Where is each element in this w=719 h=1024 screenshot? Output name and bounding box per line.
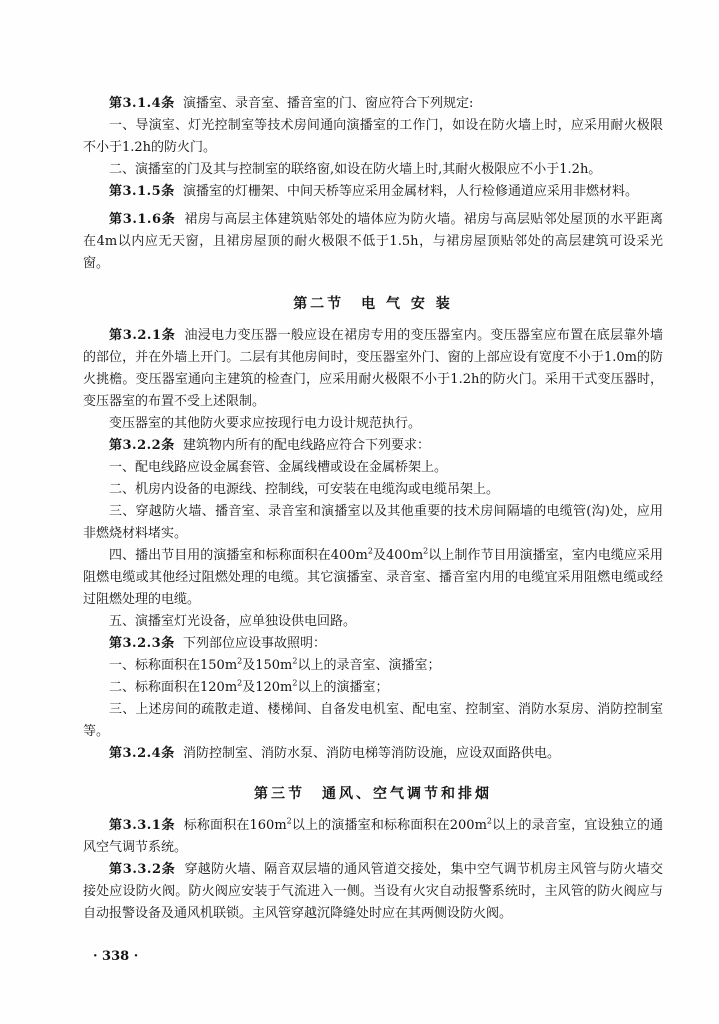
list-item: 五、演播室灯光设备，应单独设供电回路。 [109, 614, 357, 629]
text-fragment: 及150m [242, 658, 293, 673]
document-body [83, 93, 663, 925]
text-fragment: 以上的录音室、演播室； [297, 658, 441, 673]
list-item: 二、机房内设备的电源线、控制线，可安装在电缆沟或电缆吊架上。 [109, 482, 500, 497]
text-fragment: 以上的演播室； [297, 680, 389, 695]
list-item [83, 677, 663, 699]
clause-3-1-4 [83, 93, 663, 115]
clause-3-1-6 [83, 209, 663, 275]
list-item [83, 545, 663, 611]
list-item: 一、导演室、灯光控制室等技术房间通向演播室的工作门，如设在防火墙上时，应采用耐火极限不小于1.2h的防火门。 [83, 118, 663, 155]
clause-3-2-1 [83, 325, 663, 413]
clause-number: 第3.1.4条 [109, 96, 175, 111]
text-fragment: 及400m [372, 548, 424, 563]
clause-text: 下列部位应设事故照明： [182, 636, 326, 651]
clause-3-2-3 [83, 633, 663, 655]
superscript: 2 [292, 656, 298, 666]
clause-3-2-4 [83, 743, 663, 765]
clause-3-1-5 [83, 181, 663, 203]
clause-text: 演播室的灯栅架、中间天桥等应采用金属材料，人行检修通道应采用非燃材料。 [182, 184, 638, 199]
page-number: · 338 · [93, 949, 139, 964]
clause-number: 第3.3.2条 [109, 862, 176, 877]
text-fragment: 及120m [242, 680, 293, 695]
superscript: 2 [237, 656, 243, 666]
superscript: 2 [237, 678, 243, 688]
list-item: 三、穿越防火墙、播音室、录音室和演播室以及其他重要的技术房间隔墙的电缆管(沟)处，应用非燃烧材料堵实。 [83, 504, 663, 541]
clause-number: 第3.2.4条 [109, 746, 175, 761]
superscript: 2 [367, 546, 373, 556]
clause-text: 油浸电力变压器一般应设在裙房专用的变压器室内。变压器室应布置在底层靠外墙的部位，并在外墙上开门。二层有其他房间时，变压器室外门、窗的上部应设有宽度不小于1.0m的防火挑檐。变压器室通向主建筑的检查门，应采用耐火极限不小于1.2h的防火门。采用干式变压器时，变压器室的布置不受上述限制。 [83, 328, 663, 409]
text-fragment: 以上的录音室，宜设独立的通风空气调节系统。 [83, 818, 664, 855]
superscript: 2 [486, 816, 492, 826]
section-title-3: 第三节 通风、空气调节和排烟 [254, 786, 492, 802]
list-item: 三、上述房间的疏散走道、楼梯间、自备发电机室、配电室、控制室、消防水泵房、消防控制室等。 [83, 702, 663, 739]
superscript: 2 [286, 816, 292, 826]
text-fragment: 四、播出节目用的演播室和标称面积在400m [109, 548, 368, 563]
clause-number: 第3.1.6条 [109, 212, 176, 227]
clause-number: 第3.2.3条 [109, 636, 175, 651]
superscript: 2 [423, 546, 429, 556]
list-item: 二、演播室的门及其与控制室的联络窗,如设在防火墙上时,其耐火极限应不小于1.2h。 [109, 162, 602, 177]
text-fragment: 以上制作节目用演播室，室内电缆应采用阻燃电缆或其他经过阻燃处理的电缆。其它演播室、录音室、播音室内用的电缆宜采用阻燃电缆或经过阻燃处理的电缆。 [83, 548, 664, 607]
list-item [83, 655, 663, 677]
text-fragment: 二、标称面积在120m [109, 680, 238, 695]
clause-text: 建筑物内所有的配电线路应符合下列要求： [182, 438, 430, 453]
clause-text: 演播室、录音室、播音室的门、窗应符合下列规定: [182, 96, 474, 111]
clause-3-2-2 [83, 435, 663, 457]
text-fragment: 以上的演播室和标称面积在200m [291, 818, 487, 833]
clause-text: 穿越防火墙、隔音双层墙的通风管道交接处，集中空气调节机房主风管与防火墙交接处应设防火阀。防火阀应安装于气流进入一侧。当设有火灾自动报警系统时，主风管的防火阀应与自动报警设备及通风机联锁。主风管穿越沉降缝处时应在其两侧设防火阀。 [83, 862, 663, 921]
clause-3-3-1 [83, 815, 663, 859]
clause-number: 第3.2.1条 [109, 328, 176, 343]
section-title-2: 第二节 电 气 安 装 [293, 296, 453, 312]
list-item: 一、配电线路应设金属套管、金属线槽或设在金属桥架上。 [109, 460, 448, 475]
text-fragment: 标称面积在160m [183, 818, 287, 833]
paragraph: 变压器室的其他防火要求应按现行电力设计规范执行。 [109, 416, 422, 431]
superscript: 2 [292, 678, 298, 688]
clause-number: 第3.1.5条 [109, 184, 175, 199]
clause-text: 消防控制室、消防水泵、消防电梯等消防设施，应设双面路供电。 [182, 746, 560, 761]
text-fragment: 一、标称面积在150m [109, 658, 238, 673]
clause-number: 第3.2.2条 [109, 438, 175, 453]
clause-number: 第3.3.1条 [109, 818, 176, 833]
clause-3-3-2 [83, 859, 663, 925]
clause-text: 裙房与高层主体建筑贴邻处的墙体应为防火墙。裙房与高层贴邻处屋顶的水平距离在4m以内应无天窗，且裙房屋顶的耐火极限不低于1.5h，与裙房屋顶贴邻处的高层建筑可设采光窗。 [83, 212, 663, 271]
